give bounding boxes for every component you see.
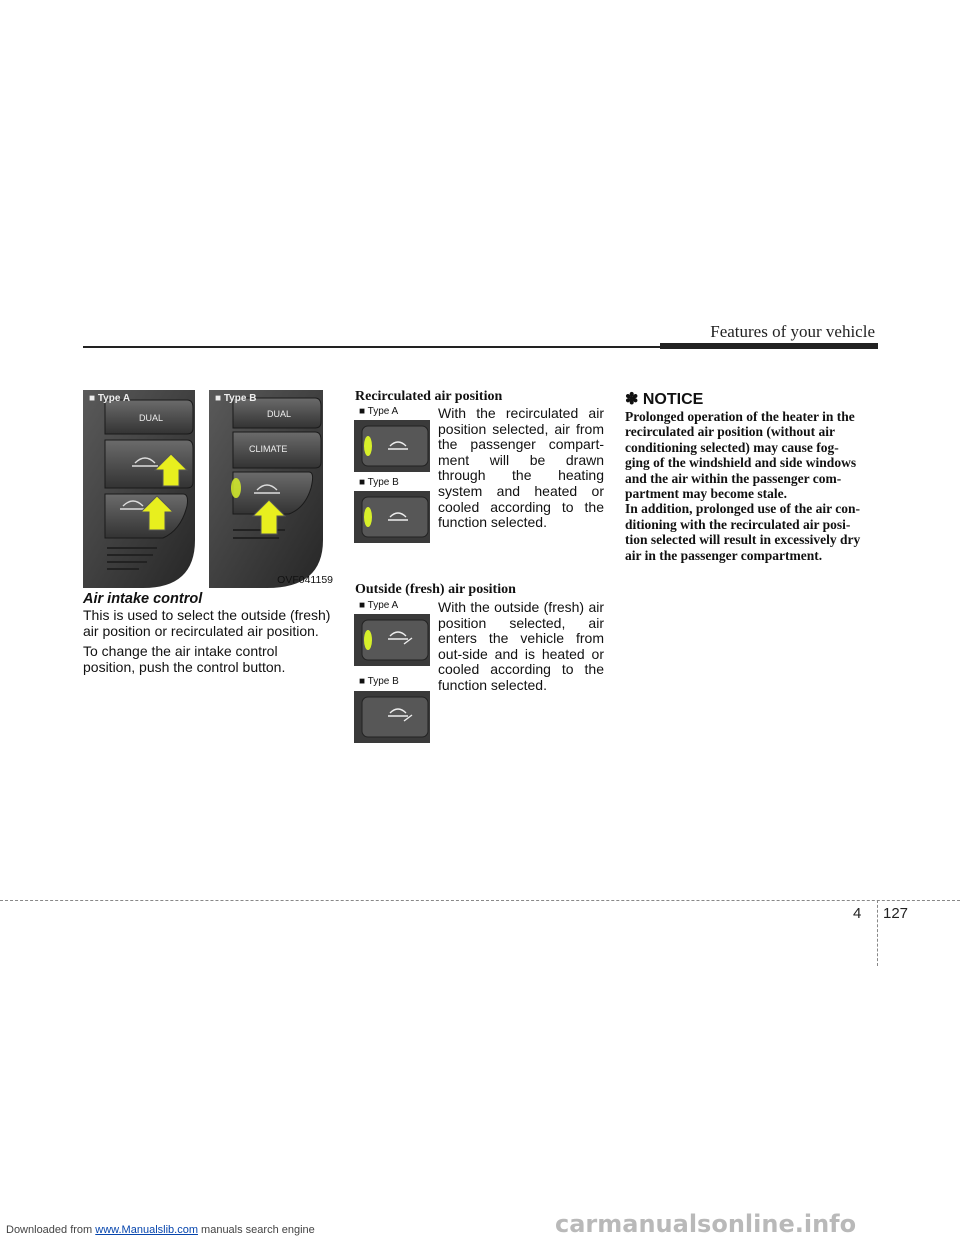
recirculated-description: With the recirculated air position selected, air from the passenger compart-ment will be drawn through the heating system and heated or cooled according to the function selected. xyxy=(438,405,604,531)
outside-type-b-image xyxy=(354,691,430,743)
section-title: Features of your vehicle xyxy=(710,322,875,341)
notice-heading: ✽ NOTICE xyxy=(625,391,704,408)
chapter-number: 4 xyxy=(853,905,862,922)
notice-line: ging of the windshield and side windows xyxy=(625,455,857,471)
recirculated-type-a-image xyxy=(354,420,430,472)
dual-button-label-a: DUAL xyxy=(139,413,164,423)
notice-line: partment may become stale. xyxy=(625,486,787,502)
page-number: 127 xyxy=(883,905,909,922)
manualslib-link[interactable]: www.Manualslib.com xyxy=(95,1224,198,1236)
recirculated-type-b-label: ■ Type B xyxy=(359,477,399,488)
climate-button-label: CLIMATE xyxy=(249,444,288,454)
air-intake-para-1: This is used to select the outside (fresh) air position or recirculated air position. xyxy=(83,607,331,639)
notice-line: ditioning with the recirculated air posi- xyxy=(625,516,851,532)
watermark: carmanualsonline.info xyxy=(555,1210,857,1238)
figure-code: OVF041159 xyxy=(277,574,333,586)
dual-button-label-b: DUAL xyxy=(267,409,292,419)
notice-body xyxy=(625,409,880,563)
type-b-label: ■ Type B xyxy=(215,393,257,404)
outside-description: With the outside (fresh) air position selected, air enters the vehicle from out-side and is heated or cooled according to the function selected. xyxy=(438,599,604,693)
outside-type-a-label: ■ Type A xyxy=(359,600,399,611)
notice-line: air in the passenger compartment. xyxy=(625,547,823,563)
crop-guide-vertical xyxy=(877,900,878,966)
notice-line: recirculated air position (without air xyxy=(625,424,835,440)
notice-line: conditioning selected) may cause fog- xyxy=(625,439,839,455)
figure-main xyxy=(83,390,335,588)
download-footer xyxy=(6,1224,315,1236)
notice-line: Prolonged operation of the heater in the xyxy=(625,409,855,424)
header-rule-accent xyxy=(660,343,878,349)
notice-line: and the air within the passenger com- xyxy=(625,470,842,486)
type-a-label: ■ Type A xyxy=(89,393,131,404)
notice-line: tion selected will result in excessively dry xyxy=(625,532,861,548)
outside-type-b-label: ■ Type B xyxy=(359,676,399,687)
air-intake-heading: Air intake control xyxy=(83,591,203,607)
recirculated-type-a-label: ■ Type A xyxy=(359,406,399,417)
footer-suffix: manuals search engine xyxy=(197,1224,315,1236)
notice-line: In addition, prolonged use of the air con- xyxy=(625,501,861,517)
crop-guide-horizontal xyxy=(0,900,960,901)
recirculated-heading: Recirculated air position xyxy=(355,389,503,404)
outside-type-a-image xyxy=(354,614,430,666)
outside-heading: Outside (fresh) air position xyxy=(355,582,516,597)
air-intake-para-2: To change the air intake control position, push the control button. xyxy=(83,643,286,675)
recirculated-type-b-image xyxy=(354,491,430,543)
footer-prefix: Downloaded from xyxy=(6,1224,96,1236)
climate-panel-illustration xyxy=(83,390,335,588)
